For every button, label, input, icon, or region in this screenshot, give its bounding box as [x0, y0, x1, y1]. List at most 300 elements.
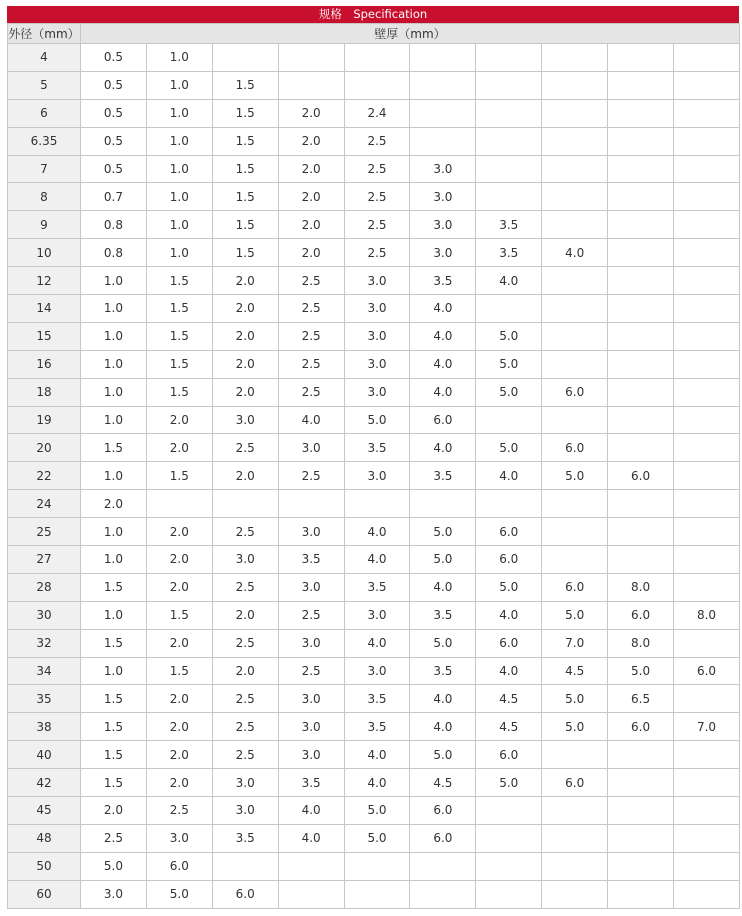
table-row — [8, 601, 740, 629]
wall-thickness-cell — [344, 44, 410, 72]
wall-thickness-cell — [344, 490, 410, 518]
wall-thickness-cell: 6.0 — [542, 378, 608, 406]
wall-thickness-cell — [476, 406, 542, 434]
wall-thickness-cell: 2.5 — [278, 267, 344, 295]
wall-thickness-cell: 1.0 — [146, 239, 212, 267]
wall-thickness-cell: 2.5 — [212, 713, 278, 741]
wall-thickness-cell — [608, 44, 674, 72]
wall-thickness-cell: 3.0 — [278, 629, 344, 657]
wall-thickness-cell: 3.5 — [476, 239, 542, 267]
wall-thickness-cell: 3.5 — [278, 546, 344, 574]
wall-thickness-cell: 3.5 — [344, 434, 410, 462]
wall-thickness-cell — [674, 406, 740, 434]
wall-thickness-cell: 4.0 — [476, 267, 542, 295]
wall-thickness-cell — [674, 322, 740, 350]
wall-thickness-cell: 2.5 — [344, 211, 410, 239]
table-row — [8, 852, 740, 880]
outer-diameter-cell: 35 — [8, 685, 81, 713]
wall-thickness-cell: 2.0 — [278, 183, 344, 211]
wall-thickness-cell: 2.5 — [344, 239, 410, 267]
wall-thickness-cell: 1.5 — [212, 239, 278, 267]
table-body — [8, 44, 740, 909]
table-row — [8, 350, 740, 378]
wall-thickness-cell: 2.0 — [212, 462, 278, 490]
wall-thickness-cell — [410, 127, 476, 155]
wall-thickness-cell: 1.5 — [146, 322, 212, 350]
wall-thickness-cell — [410, 71, 476, 99]
wall-thickness-cell — [410, 852, 476, 880]
wall-thickness-cell: 6.0 — [476, 518, 542, 546]
wall-thickness-cell: 5.0 — [608, 657, 674, 685]
wall-thickness-cell: 5.0 — [410, 518, 476, 546]
wall-thickness-cell — [674, 350, 740, 378]
outer-diameter-cell: 18 — [8, 378, 81, 406]
wall-thickness-cell — [674, 462, 740, 490]
wall-thickness-cell — [542, 211, 608, 239]
wall-thickness-cell: 1.5 — [146, 267, 212, 295]
wall-thickness-cell: 2.5 — [212, 741, 278, 769]
wall-thickness-cell: 4.0 — [410, 378, 476, 406]
wall-thickness-cell — [674, 295, 740, 323]
wall-thickness-cell: 2.0 — [146, 573, 212, 601]
wall-thickness-cell: 5.0 — [476, 573, 542, 601]
wall-thickness-cell: 1.5 — [81, 573, 147, 601]
wall-thickness-cell — [476, 99, 542, 127]
wall-thickness-cell: 4.0 — [410, 434, 476, 462]
table-row — [8, 573, 740, 601]
wall-thickness-cell: 2.0 — [212, 657, 278, 685]
wall-thickness-cell: 2.0 — [146, 685, 212, 713]
wall-thickness-cell: 3.5 — [410, 657, 476, 685]
table-row — [8, 824, 740, 852]
table-row — [8, 71, 740, 99]
wall-thickness-cell: 5.0 — [476, 769, 542, 797]
wall-thickness-cell: 3.0 — [344, 322, 410, 350]
wall-thickness-cell: 1.5 — [146, 462, 212, 490]
wall-thickness-cell: 1.5 — [212, 211, 278, 239]
wall-thickness-cell: 6.0 — [146, 852, 212, 880]
wall-thickness-cell: 3.0 — [344, 657, 410, 685]
wall-thickness-cell: 0.5 — [81, 71, 147, 99]
wall-thickness-cell: 2.5 — [81, 824, 147, 852]
wall-thickness-cell — [542, 406, 608, 434]
wall-thickness-cell: 4.0 — [410, 685, 476, 713]
wall-thickness-cell — [608, 71, 674, 99]
wall-thickness-cell: 2.0 — [278, 239, 344, 267]
table-row — [8, 99, 740, 127]
outer-diameter-cell: 25 — [8, 518, 81, 546]
wall-thickness-cell: 6.0 — [410, 406, 476, 434]
table-row — [8, 267, 740, 295]
table-row — [8, 769, 740, 797]
wall-thickness-cell: 7.0 — [674, 713, 740, 741]
wall-thickness-cell — [674, 434, 740, 462]
table-row — [8, 797, 740, 825]
wall-thickness-cell: 1.0 — [146, 127, 212, 155]
wall-thickness-cell: 1.5 — [212, 155, 278, 183]
wall-thickness-cell: 1.5 — [146, 295, 212, 323]
wall-thickness-cell: 3.0 — [278, 518, 344, 546]
wall-thickness-cell: 3.0 — [278, 685, 344, 713]
wall-thickness-cell: 4.0 — [410, 295, 476, 323]
wall-thickness-cell: 4.0 — [344, 769, 410, 797]
wall-thickness-cell: 5.0 — [410, 741, 476, 769]
wall-thickness-cell — [608, 741, 674, 769]
wall-thickness-cell — [608, 239, 674, 267]
wall-thickness-cell: 4.0 — [410, 573, 476, 601]
outer-diameter-cell: 12 — [8, 267, 81, 295]
outer-diameter-cell: 6 — [8, 99, 81, 127]
wall-thickness-cell: 4.0 — [344, 741, 410, 769]
wall-thickness-cell: 3.0 — [81, 880, 147, 908]
wall-thickness-cell: 1.0 — [146, 183, 212, 211]
wall-thickness-cell: 1.5 — [212, 183, 278, 211]
wall-thickness-cell: 2.5 — [278, 295, 344, 323]
wall-thickness-cell: 1.0 — [81, 295, 147, 323]
wall-thickness-cell — [608, 183, 674, 211]
wall-thickness-cell: 6.0 — [476, 741, 542, 769]
wall-thickness-cell: 2.5 — [278, 378, 344, 406]
table-row — [8, 880, 740, 908]
wall-thickness-cell — [476, 490, 542, 518]
outer-diameter-cell: 10 — [8, 239, 81, 267]
wall-thickness-cell: 6.0 — [476, 546, 542, 574]
wall-thickness-cell: 2.5 — [278, 601, 344, 629]
table-header-row — [8, 24, 740, 44]
wall-thickness-cell — [278, 71, 344, 99]
wall-thickness-cell — [608, 406, 674, 434]
table-row — [8, 127, 740, 155]
wall-thickness-cell: 1.0 — [146, 71, 212, 99]
wall-thickness-cell — [674, 629, 740, 657]
wall-thickness-cell: 2.5 — [212, 434, 278, 462]
wall-thickness-cell — [674, 573, 740, 601]
wall-thickness-cell: 2.5 — [212, 573, 278, 601]
wall-thickness-cell: 5.0 — [146, 880, 212, 908]
spec-title: 规格 Specification — [7, 6, 739, 23]
wall-thickness-cell: 2.5 — [212, 518, 278, 546]
wall-thickness-cell: 4.0 — [344, 629, 410, 657]
wall-thickness-cell: 4.0 — [410, 713, 476, 741]
wall-thickness-cell: 5.0 — [476, 322, 542, 350]
wall-thickness-cell — [608, 797, 674, 825]
wall-thickness-cell — [608, 824, 674, 852]
wall-thickness-cell: 2.5 — [212, 629, 278, 657]
outer-diameter-cell: 5 — [8, 71, 81, 99]
wall-thickness-cell: 3.5 — [344, 573, 410, 601]
wall-thickness-cell — [674, 155, 740, 183]
wall-thickness-cell: 1.5 — [146, 350, 212, 378]
wall-thickness-cell — [410, 99, 476, 127]
outer-diameter-cell: 4 — [8, 44, 81, 72]
wall-thickness-cell: 2.5 — [344, 155, 410, 183]
outer-diameter-cell: 16 — [8, 350, 81, 378]
wall-thickness-cell — [476, 183, 542, 211]
wall-thickness-cell — [608, 350, 674, 378]
wall-thickness-cell: 2.0 — [146, 518, 212, 546]
outer-diameter-cell: 15 — [8, 322, 81, 350]
wall-thickness-cell — [278, 852, 344, 880]
outer-diameter-cell: 45 — [8, 797, 81, 825]
wall-thickness-cell: 0.5 — [81, 44, 147, 72]
wall-thickness-cell: 1.5 — [81, 629, 147, 657]
wall-thickness-cell: 1.5 — [81, 434, 147, 462]
wall-thickness-cell — [608, 434, 674, 462]
wall-thickness-cell: 1.0 — [81, 462, 147, 490]
wall-thickness-cell — [476, 880, 542, 908]
table-row — [8, 546, 740, 574]
wall-thickness-cell: 2.5 — [344, 183, 410, 211]
table-row — [8, 741, 740, 769]
table-row — [8, 378, 740, 406]
wall-thickness-cell: 1.0 — [146, 155, 212, 183]
wall-thickness-cell: 0.5 — [81, 155, 147, 183]
wall-thickness-cell — [608, 99, 674, 127]
wall-thickness-cell: 2.0 — [81, 797, 147, 825]
wall-thickness-cell — [542, 183, 608, 211]
wall-thickness-cell: 1.5 — [81, 769, 147, 797]
wall-thickness-cell — [674, 71, 740, 99]
wall-thickness-cell: 1.0 — [81, 322, 147, 350]
wall-thickness-cell — [674, 267, 740, 295]
wall-thickness-cell — [542, 880, 608, 908]
wall-thickness-cell — [542, 490, 608, 518]
wall-thickness-cell: 3.5 — [344, 713, 410, 741]
wall-thickness-cell — [674, 546, 740, 574]
wall-thickness-cell: 1.0 — [146, 211, 212, 239]
wall-thickness-cell: 4.0 — [278, 797, 344, 825]
wall-thickness-cell: 6.0 — [608, 713, 674, 741]
wall-thickness-cell: 4.0 — [476, 601, 542, 629]
wall-thickness-cell: 3.0 — [212, 546, 278, 574]
table-row — [8, 713, 740, 741]
wall-thickness-cell: 1.0 — [81, 657, 147, 685]
wall-thickness-cell: 3.0 — [146, 824, 212, 852]
wall-thickness-cell: 4.0 — [410, 322, 476, 350]
wall-thickness-cell — [674, 685, 740, 713]
table-row — [8, 406, 740, 434]
wall-thickness-cell: 2.5 — [278, 462, 344, 490]
wall-thickness-cell — [410, 880, 476, 908]
wall-thickness-cell: 5.0 — [542, 685, 608, 713]
wall-thickness-cell — [476, 295, 542, 323]
wall-thickness-cell — [608, 127, 674, 155]
table-row — [8, 239, 740, 267]
wall-thickness-cell — [674, 127, 740, 155]
wall-thickness-cell — [476, 127, 542, 155]
wall-thickness-cell: 4.0 — [344, 546, 410, 574]
wall-thickness-cell: 1.5 — [146, 378, 212, 406]
wall-thickness-cell: 2.0 — [212, 601, 278, 629]
wall-thickness-cell: 5.0 — [476, 350, 542, 378]
wall-thickness-cell — [674, 239, 740, 267]
wall-thickness-cell — [542, 350, 608, 378]
wall-thickness-cell — [278, 44, 344, 72]
wall-thickness-cell: 2.0 — [278, 211, 344, 239]
wall-thickness-cell: 4.5 — [476, 685, 542, 713]
table-row — [8, 629, 740, 657]
outer-diameter-cell: 14 — [8, 295, 81, 323]
wall-thickness-cell: 3.0 — [212, 769, 278, 797]
outer-diameter-cell: 30 — [8, 601, 81, 629]
wall-thickness-cell — [542, 127, 608, 155]
wall-thickness-cell: 3.0 — [410, 183, 476, 211]
wall-thickness-cell — [476, 852, 542, 880]
wall-thickness-cell: 6.0 — [476, 629, 542, 657]
wall-thickness-cell: 3.5 — [410, 601, 476, 629]
wall-thickness-cell: 0.8 — [81, 211, 147, 239]
wall-thickness-cell: 1.5 — [81, 741, 147, 769]
wall-thickness-cell: 4.5 — [410, 769, 476, 797]
wall-thickness-cell — [608, 546, 674, 574]
wall-thickness-cell: 1.5 — [81, 713, 147, 741]
wall-thickness-cell — [410, 44, 476, 72]
wall-thickness-cell: 5.0 — [410, 546, 476, 574]
wall-thickness-cell — [476, 44, 542, 72]
wall-thickness-cell — [542, 741, 608, 769]
wall-thickness-cell: 1.5 — [212, 99, 278, 127]
wall-thickness-cell: 2.0 — [146, 769, 212, 797]
outer-diameter-cell: 19 — [8, 406, 81, 434]
wall-thickness-cell — [212, 490, 278, 518]
outer-diameter-cell: 38 — [8, 713, 81, 741]
wall-thickness-cell: 1.5 — [81, 685, 147, 713]
wall-thickness-cell: 3.0 — [278, 434, 344, 462]
wall-thickness-cell — [674, 824, 740, 852]
wall-thickness-cell — [674, 880, 740, 908]
wall-thickness-cell: 8.0 — [608, 573, 674, 601]
wall-thickness-cell: 2.0 — [146, 741, 212, 769]
outer-diameter-cell: 9 — [8, 211, 81, 239]
table-row — [8, 518, 740, 546]
wall-thickness-cell — [608, 155, 674, 183]
wall-thickness-cell: 1.0 — [81, 518, 147, 546]
wall-thickness-cell: 7.0 — [542, 629, 608, 657]
wall-thickness-cell: 3.0 — [212, 406, 278, 434]
wall-thickness-cell: 3.5 — [278, 769, 344, 797]
wall-thickness-cell — [542, 155, 608, 183]
wall-thickness-cell: 3.0 — [344, 295, 410, 323]
wall-thickness-cell — [542, 546, 608, 574]
wall-thickness-cell: 2.0 — [81, 490, 147, 518]
wall-thickness-cell — [608, 518, 674, 546]
wall-thickness-cell — [608, 322, 674, 350]
wall-thickness-cell — [608, 852, 674, 880]
wall-thickness-cell: 3.0 — [344, 267, 410, 295]
wall-thickness-cell — [674, 490, 740, 518]
spec-table — [7, 23, 740, 909]
wall-thickness-cell: 5.0 — [542, 462, 608, 490]
wall-thickness-cell — [608, 769, 674, 797]
wall-thickness-cell: 3.0 — [410, 155, 476, 183]
wall-thickness-cell: 6.0 — [542, 769, 608, 797]
wall-thickness-cell: 5.0 — [344, 406, 410, 434]
wall-thickness-cell: 6.0 — [410, 797, 476, 825]
wall-thickness-cell — [674, 44, 740, 72]
wall-thickness-cell: 3.0 — [344, 350, 410, 378]
wall-thickness-cell — [212, 44, 278, 72]
wall-thickness-cell: 2.0 — [278, 127, 344, 155]
table-row — [8, 685, 740, 713]
wall-thickness-cell: 4.0 — [278, 406, 344, 434]
wall-thickness-cell: 1.0 — [81, 546, 147, 574]
table-row — [8, 211, 740, 239]
wall-thickness-cell: 3.0 — [410, 211, 476, 239]
wall-thickness-cell — [608, 211, 674, 239]
outer-diameter-cell: 8 — [8, 183, 81, 211]
wall-thickness-cell: 3.0 — [410, 239, 476, 267]
wall-thickness-cell: 3.5 — [476, 211, 542, 239]
wall-thickness-cell: 5.0 — [344, 824, 410, 852]
wall-thickness-cell: 4.5 — [476, 713, 542, 741]
wall-thickness-cell — [542, 852, 608, 880]
wall-thickness-cell: 1.0 — [81, 267, 147, 295]
wall-thickness-cell — [674, 741, 740, 769]
wall-thickness-cell — [542, 267, 608, 295]
wall-thickness-cell: 4.0 — [476, 462, 542, 490]
wall-thickness-cell: 1.0 — [146, 44, 212, 72]
wall-thickness-cell — [476, 71, 542, 99]
wall-thickness-cell: 5.0 — [410, 629, 476, 657]
wall-thickness-cell: 5.0 — [542, 601, 608, 629]
wall-thickness-cell: 6.5 — [608, 685, 674, 713]
wall-thickness-cell: 2.0 — [278, 99, 344, 127]
wall-thickness-cell: 3.0 — [212, 797, 278, 825]
wall-thickness-cell: 6.0 — [410, 824, 476, 852]
wall-thickness-cell: 1.5 — [212, 127, 278, 155]
wall-thickness-cell — [674, 769, 740, 797]
wall-thickness-cell: 5.0 — [81, 852, 147, 880]
wall-thickness-cell: 6.0 — [608, 601, 674, 629]
outer-diameter-cell: 60 — [8, 880, 81, 908]
wall-thickness-cell: 1.0 — [146, 99, 212, 127]
wall-thickness-cell — [674, 99, 740, 127]
wall-thickness-cell: 2.0 — [212, 267, 278, 295]
wall-thickness-cell — [542, 99, 608, 127]
wall-thickness-cell — [278, 880, 344, 908]
wall-thickness-cell: 2.0 — [146, 546, 212, 574]
wall-thickness-cell: 5.0 — [476, 378, 542, 406]
wall-thickness-cell — [410, 490, 476, 518]
wall-thickness-cell — [542, 824, 608, 852]
outer-diameter-cell: 40 — [8, 741, 81, 769]
wall-thickness-cell: 2.0 — [146, 629, 212, 657]
wall-thickness-cell: 4.0 — [278, 824, 344, 852]
table-row — [8, 155, 740, 183]
wall-thickness-cell: 3.0 — [344, 462, 410, 490]
outer-diameter-cell: 32 — [8, 629, 81, 657]
wall-thickness-cell: 1.0 — [81, 601, 147, 629]
wall-thickness-cell: 4.5 — [542, 657, 608, 685]
wall-thickness-cell: 6.0 — [674, 657, 740, 685]
wall-thickness-cell: 4.0 — [476, 657, 542, 685]
wall-thickness-cell — [542, 295, 608, 323]
wall-thickness-cell: 1.5 — [146, 657, 212, 685]
wall-thickness-cell — [146, 490, 212, 518]
wall-thickness-cell: 2.5 — [344, 127, 410, 155]
spec-sheet — [7, 6, 739, 909]
wall-thickness-cell: 5.0 — [542, 713, 608, 741]
wall-thickness-cell: 2.0 — [146, 406, 212, 434]
wall-thickness-cell — [674, 211, 740, 239]
outer-diameter-cell: 27 — [8, 546, 81, 574]
wall-thickness-cell — [278, 490, 344, 518]
wall-thickness-cell — [476, 824, 542, 852]
wall-thickness-cell: 6.0 — [608, 462, 674, 490]
wall-thickness-cell — [542, 71, 608, 99]
wall-thickness-cell: 0.5 — [81, 127, 147, 155]
wall-thickness-cell: 5.0 — [344, 797, 410, 825]
